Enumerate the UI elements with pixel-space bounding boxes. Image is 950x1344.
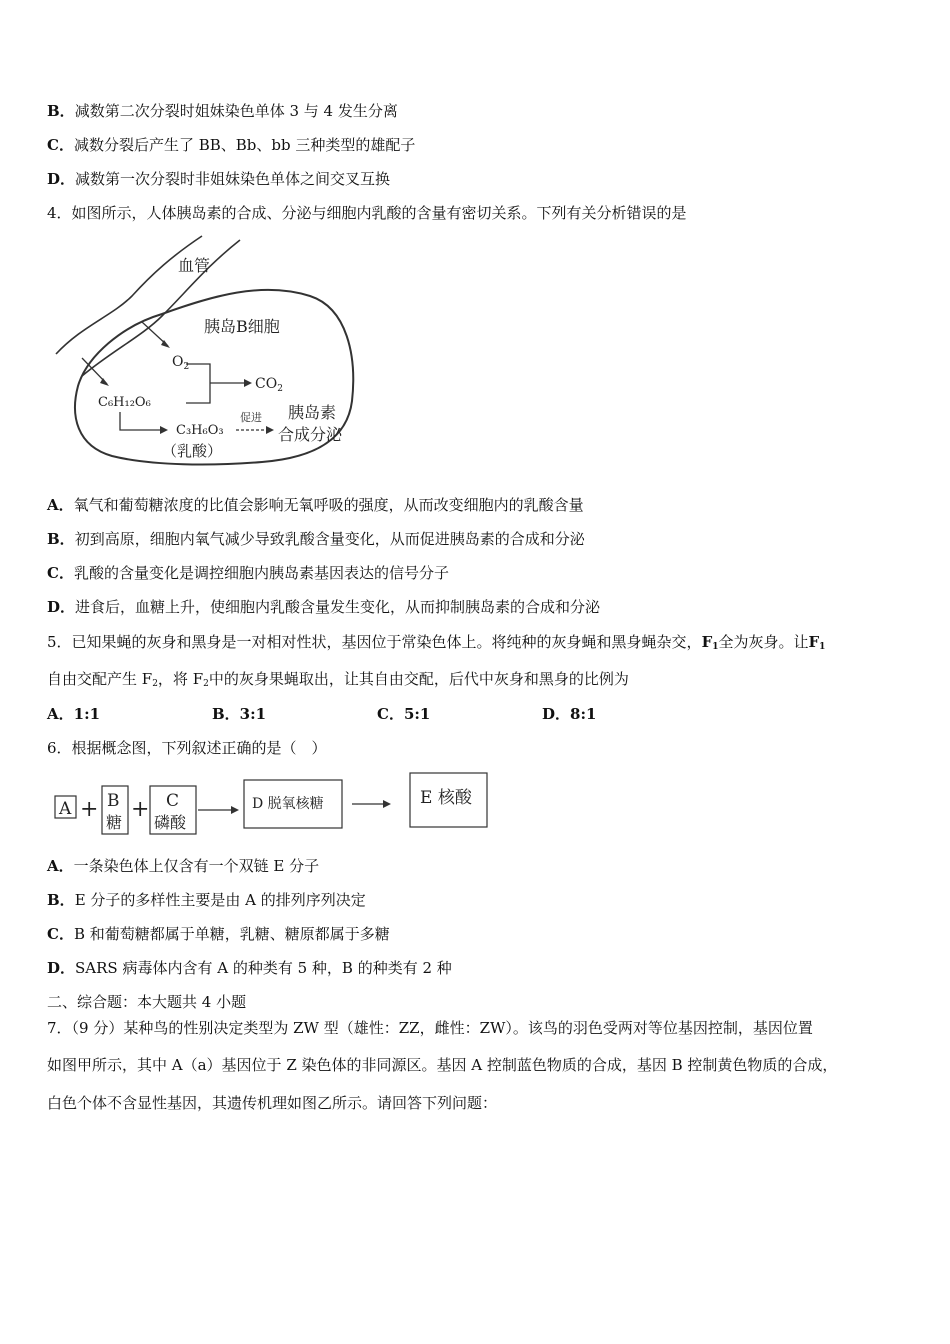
o2-label: $O_2$ bbox=[172, 354, 190, 372]
q4-insulin-figure bbox=[52, 226, 372, 476]
option-letter: A． bbox=[47, 496, 74, 514]
q6-option-d bbox=[47, 958, 452, 978]
vessel-wall-outer bbox=[56, 236, 202, 354]
q5-line-2: 自由交配产生 $F_2$，将 $F_2$中的灰身果蝇取出，让其自由交配，后代中灰身和黑身的比例为 bbox=[47, 670, 629, 689]
option-text: 减数第一次分裂时非姐妹染色单体之间交叉互换 bbox=[75, 170, 391, 188]
q6-stem: 6．根据概念图，下列叙述正确的是（ ） bbox=[47, 739, 327, 757]
option-letter: C． bbox=[47, 925, 74, 943]
q5-option-d: D．8:1 bbox=[542, 705, 597, 723]
option-letter: A． bbox=[47, 857, 74, 875]
q4-stem: 4．如图所示，人体胰岛素的合成、分泌与细胞内乳酸的含量有密切关系。下列有关分析错误的是 bbox=[47, 204, 687, 222]
f1: $F_1$ bbox=[808, 633, 826, 652]
option-text: 氧气和葡萄糖浓度的比值会影响无氧呼吸的强度，从而改变细胞内的乳酸含量 bbox=[73, 496, 584, 514]
q4-option-b bbox=[47, 529, 585, 549]
q3-option-d bbox=[47, 169, 390, 189]
q6-concept-figure bbox=[50, 770, 500, 840]
vessel-wall-inner bbox=[82, 240, 240, 376]
option-text: 一条染色体上仅含有一个双链 E 分子 bbox=[73, 857, 320, 875]
option-letter: C． bbox=[47, 564, 74, 582]
plus-2: + bbox=[131, 797, 150, 822]
q6-option-b bbox=[47, 890, 366, 910]
cell-label: 胰岛B细胞 bbox=[204, 317, 280, 336]
option-letter: B． bbox=[47, 530, 75, 548]
q5-text: ，将 F bbox=[157, 670, 204, 688]
option-letter: B． bbox=[47, 102, 75, 120]
q5-option-c: C．5:1 bbox=[377, 705, 431, 723]
promote-label: 促进 bbox=[240, 411, 262, 424]
q5-text: 中的灰身果蝇取出，让其自由交配，后代中灰身和黑身的比例为 bbox=[208, 670, 629, 688]
option-letter: C． bbox=[47, 136, 74, 154]
q4-option-c bbox=[47, 563, 449, 583]
option-letter: D． bbox=[47, 959, 76, 977]
q5-text: 自由交配产生 F bbox=[47, 670, 153, 688]
q7-line-1: 7．（9 分）某种鸟的性别决定类型为 ZW 型（雄性：ZZ，雌性：ZW）。该鸟的羽色受两对等位基因控制，基因位置 bbox=[47, 1019, 813, 1037]
option-text: 初到高原，细胞内氧气减少导致乳酸含量变化，从而促进胰岛素的合成和分泌 bbox=[74, 530, 585, 548]
q6-option-c bbox=[47, 924, 390, 944]
insulin-label-1: 胰岛素 bbox=[288, 403, 337, 422]
q6-option-a bbox=[47, 856, 319, 876]
box-c-name: 磷酸 bbox=[154, 813, 187, 832]
option-letter: D． bbox=[47, 170, 76, 188]
q5-text: 5．已知果蝇的灰身和黑身是一对相对性状，基因位于常染色体上。将纯种的灰身蝇和黑身蝇杂交， bbox=[47, 633, 702, 651]
option-text: SARS 病毒体内含有 A 的种类有 5 种，B 的种类有 2 种 bbox=[75, 959, 452, 977]
option-text: 进食后，血糖上升，使细胞内乳酸含量发生变化，从而抑制胰岛素的合成和分泌 bbox=[75, 598, 601, 616]
q7-line-3: 白色个体不含显性基因，其遗传机理如图乙所示。请回答下列问题： bbox=[47, 1094, 498, 1112]
q3-option-c bbox=[47, 135, 415, 155]
option-text: E 分子的多样性主要是由 A 的排列序列决定 bbox=[74, 891, 366, 909]
box-b-name: 糖 bbox=[106, 813, 123, 832]
q5-option-b: B．3:1 bbox=[212, 705, 267, 723]
q5-option-a: A．1:1 bbox=[47, 705, 101, 723]
option-letter: B． bbox=[47, 891, 75, 909]
q7-line-2: 如图甲所示，其中 A（a）基因位于 Z 染色体的非同源区。基因 A 控制蓝色物质的合成，基因 B 控制黄色物质的合成， bbox=[47, 1056, 838, 1074]
q5-line-1 bbox=[47, 632, 825, 652]
q3-option-b bbox=[47, 101, 398, 121]
q4-option-a bbox=[47, 495, 584, 515]
q5-text: 全为灰身。让 bbox=[718, 633, 809, 651]
box-e-label: E 核酸 bbox=[420, 788, 472, 808]
option-text: 减数第二次分裂时姐妹染色单体 3 与 4 发生分离 bbox=[74, 102, 398, 120]
plus-1: + bbox=[80, 797, 99, 822]
f1: $F_1$ bbox=[701, 633, 719, 652]
co2-label: $CO_2$ bbox=[255, 376, 283, 394]
lactate-label: （乳酸） bbox=[162, 442, 223, 460]
option-text: 乳酸的含量变化是调控细胞内胰岛素基因表达的信号分子 bbox=[73, 564, 449, 582]
box-c-letter: C bbox=[166, 791, 180, 811]
insulin-label-2: 合成分泌 bbox=[278, 425, 343, 444]
option-text: B 和葡萄糖都属于单糖，乳糖、糖原都属于多糖 bbox=[73, 925, 390, 943]
section-heading: 二、综合题：本大题共 4 小题 bbox=[47, 993, 247, 1011]
box-a-label: A bbox=[59, 799, 72, 819]
lactate-formula: C₃H₆O₃ bbox=[176, 423, 224, 438]
option-letter: D． bbox=[47, 598, 76, 616]
glucose-label: C₆H₁₂O₆ bbox=[98, 395, 151, 410]
box-d-label: D 脱氧核糖 bbox=[252, 796, 324, 812]
vessel-label: 血管 bbox=[178, 256, 211, 275]
box-b-letter: B bbox=[107, 791, 120, 811]
q4-option-d bbox=[47, 597, 600, 617]
option-text: 减数分裂后产生了 BB、Bb、bb 三种类型的雄配子 bbox=[73, 136, 416, 154]
